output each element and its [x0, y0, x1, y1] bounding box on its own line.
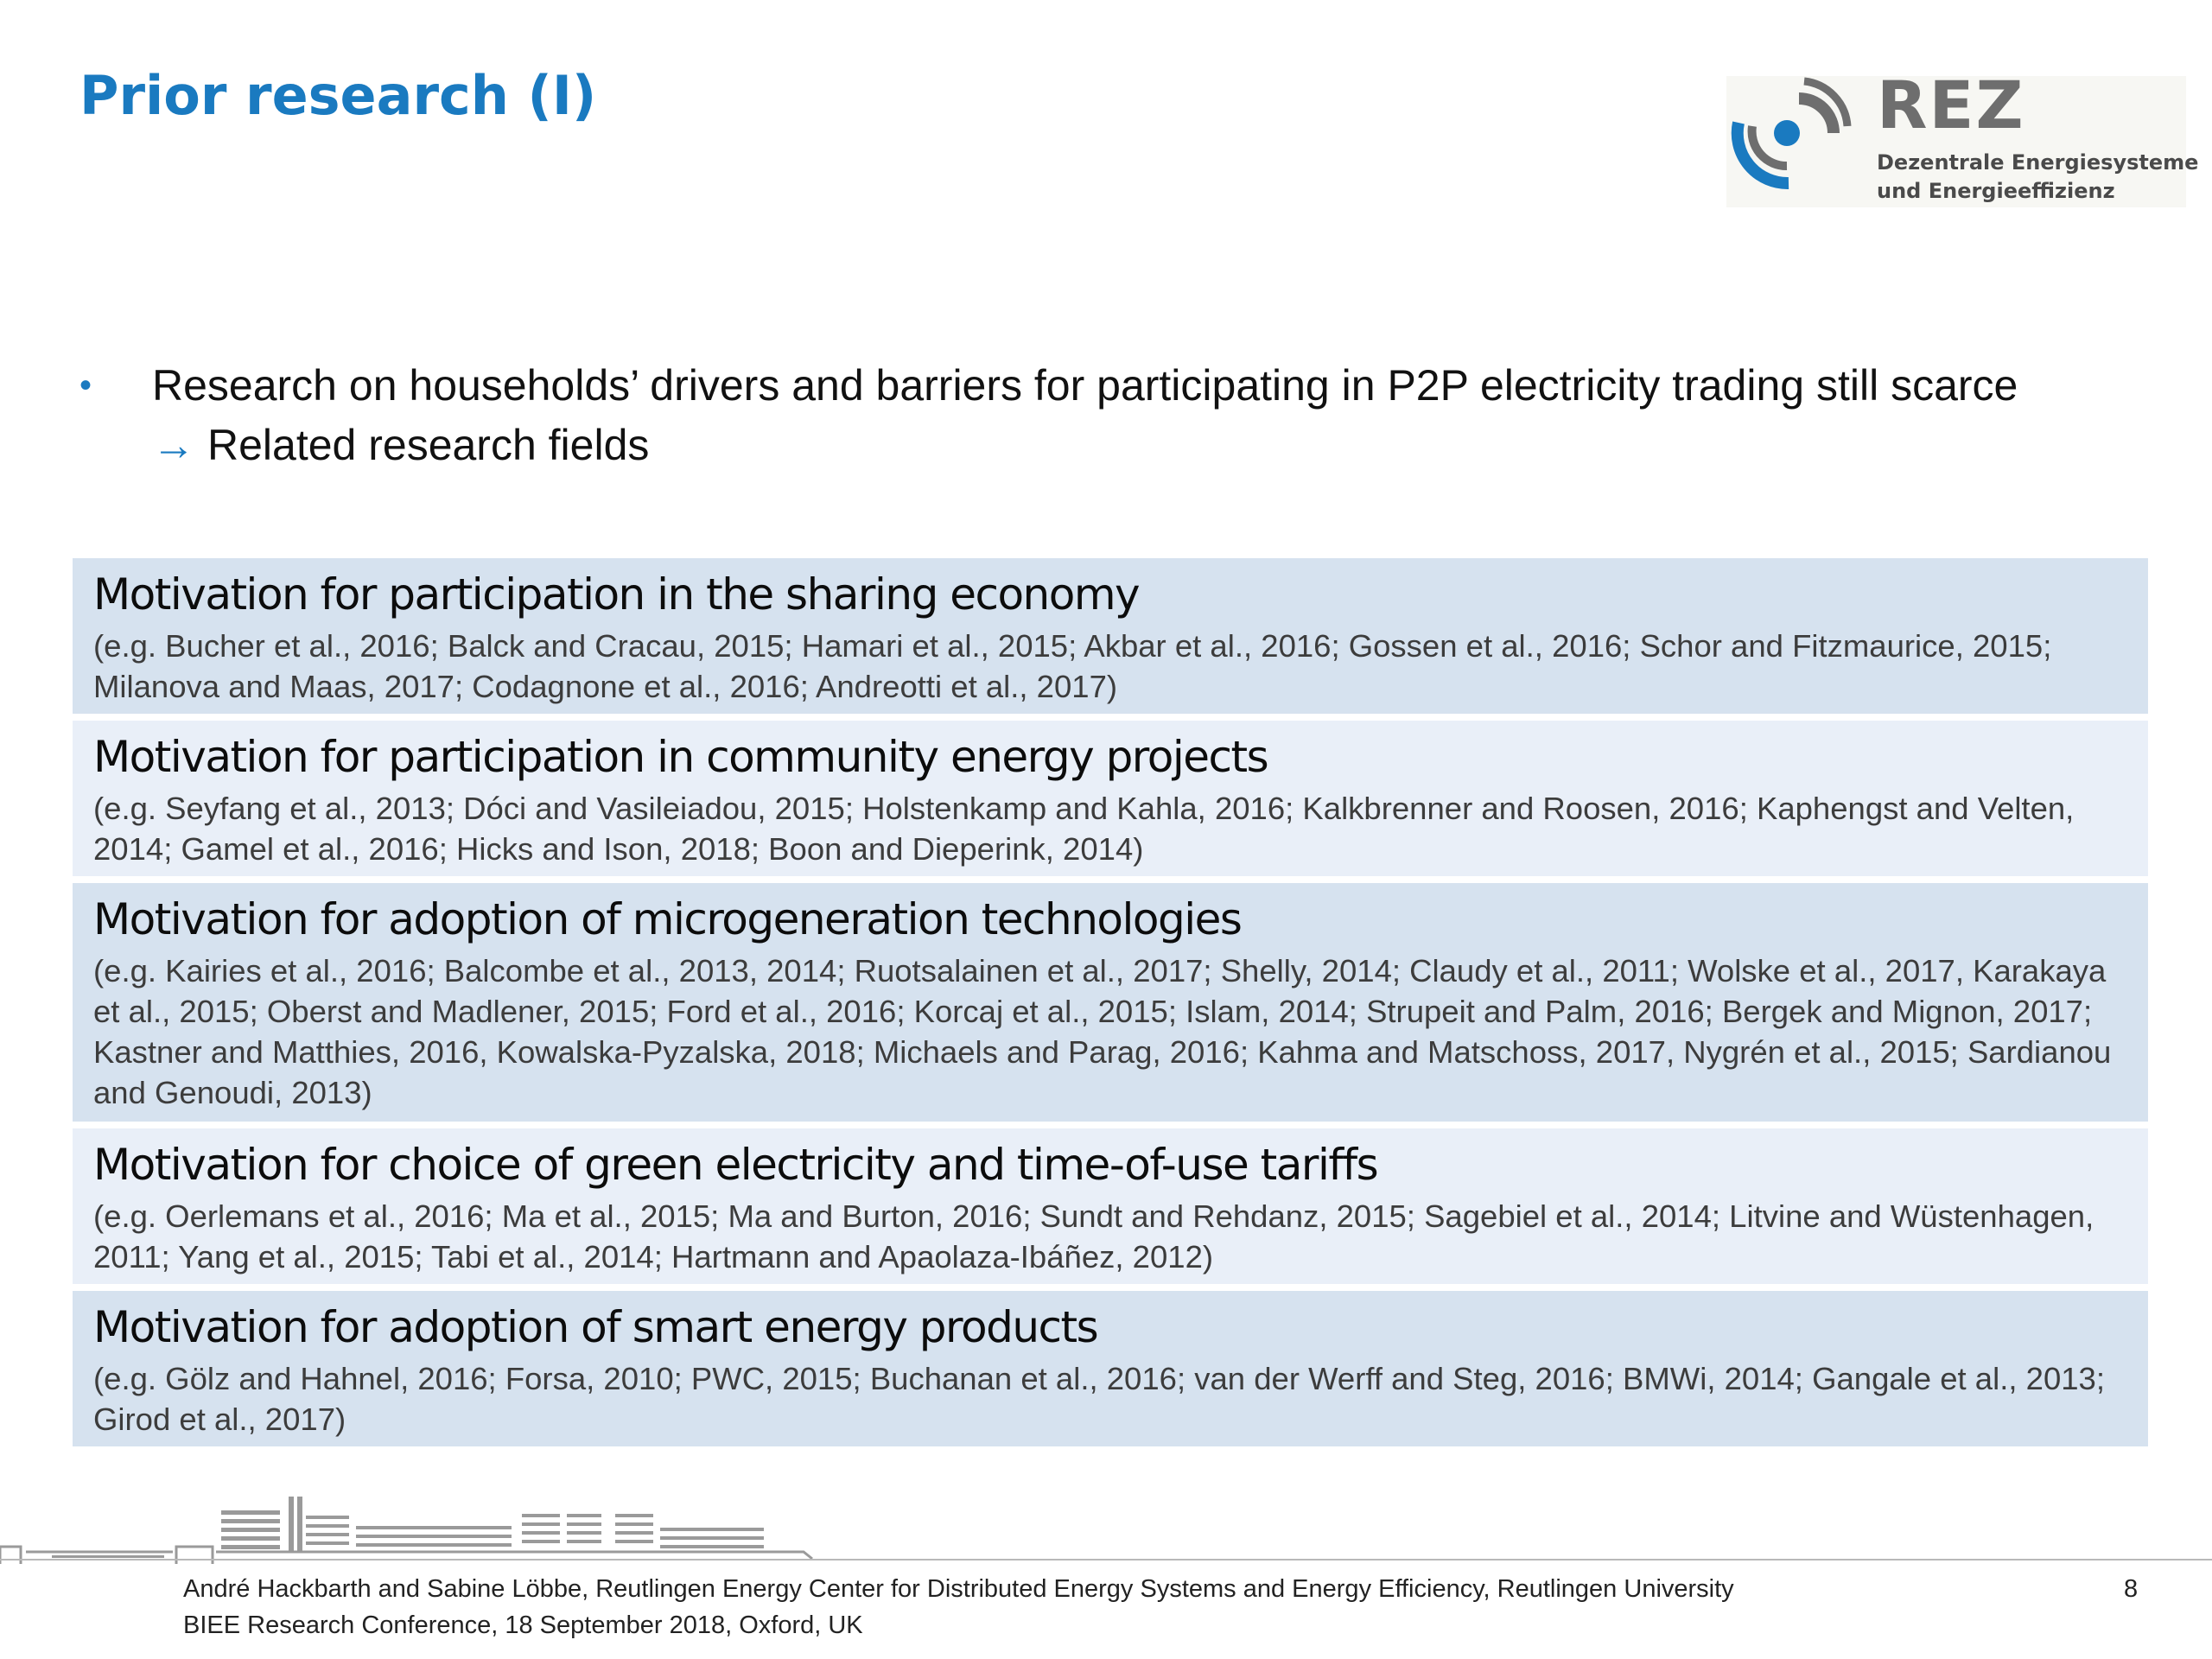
related-fields-line: [152, 416, 2153, 475]
field-references: (e.g. Kairies et al., 2016; Balcombe et al., 2013, 2014; Ruotsalainen et al., 2017; Shelly, 2014; Claudy et al., 2011; Wolske et al., 2017, Karakaya et al., 2015; Oberst and Madlener, 2015; Ford et al., 2016; Korcaj et al., 2015; Islam, 2014; Strupeit and Palm, 2016; Bergek and Mignon, 2017; Kastner and Matthies, 2016, Kowalska-Pyzalska, 2018; Michaels and Parag, 2016; Kahma and Matschoss, 2017, Nygrén et al., 2015; Sardianou and Genoudi, 2013): [93, 953, 2112, 1110]
footer-divider: [0, 1559, 2212, 1560]
slide-title: Prior research (I): [79, 64, 597, 127]
logo-subtitle-line-2: und Energieeffizienz: [1877, 179, 2115, 203]
logo-wordmark: REZ: [1877, 67, 2025, 143]
bullet-text: Research on households’ drivers and barriers for participating in P2P electricity trading still scarce: [152, 361, 2018, 410]
field-references: (e.g. Seyfang et al., 2013; Dóci and Vasileiadou, 2015; Holstenkamp and Kahla, 2016; Kalkbrenner and Roosen, 2016; Kaphengst and Velten, 2014; Gamel et al., 2016; Hicks and Ison, 2018; Boon and Dieperink, 2014): [93, 791, 2075, 867]
field-title: Motivation for participation in the sharing economy: [93, 569, 1140, 620]
field-box-microgeneration: [73, 883, 2148, 1122]
logo-subtitle: [1877, 149, 2198, 206]
bullet-dot-icon: •: [79, 366, 92, 404]
field-references: (e.g. Oerlemans et al., 2016; Ma et al., 2015; Ma and Burton, 2016; Sundt and Rehdanz, 2015; Sagebiel et al., 2014; Litvine and Wüstenhagen, 2011; Yang et al., 2015; Tabi et al., 2014; Hartmann and Apaolaza-Ibáñez, 2012): [93, 1198, 2094, 1274]
arrow-right-icon: →: [152, 421, 195, 469]
related-fields-label: Related research fields: [207, 421, 650, 469]
page-number: 8: [2124, 1575, 2139, 1603]
field-title: Motivation for choice of green electricity and time-of-use tariffs: [93, 1140, 1378, 1190]
field-references: (e.g. Gölz and Hahnel, 2016; Forsa, 2010; PWC, 2015; Buchanan et al., 2016; van der Werff and Steg, 2016; BMWi, 2014; Gangale et al., 2013; Girod et al., 2017): [93, 1361, 2105, 1437]
bullet-point: [79, 356, 2153, 475]
field-references: (e.g. Bucher et al., 2016; Balck and Cracau, 2015; Hamari et al., 2015; Akbar et al., 2016; Gossen et al., 2016; Schor and Fitzmaurice, 2015; Milanova and Maas, 2017; Codagnone et al., 2016; Andreotti et al., 2017): [93, 628, 2052, 704]
footer-credits: [183, 1571, 1734, 1643]
field-box-community-energy: [73, 721, 2148, 876]
field-title: Motivation for participation in community energy projects: [93, 732, 1268, 782]
rez-logo: [1726, 67, 2199, 207]
logo-subtitle-line-1: Dezentrale Energiesysteme: [1877, 150, 2199, 175]
field-title: Motivation for adoption of microgeneration technologies: [93, 894, 1242, 944]
campus-skyline-graphic: [0, 1495, 830, 1564]
field-title: Motivation for adoption of smart energy products: [93, 1302, 1098, 1352]
footer-line-2: BIEE Research Conference, 18 September 2018, Oxford, UK: [183, 1611, 863, 1639]
field-box-smart-energy: [73, 1291, 2148, 1446]
field-box-sharing-economy: [73, 558, 2148, 714]
field-box-green-electricity: [73, 1128, 2148, 1284]
footer-line-1: André Hackbarth and Sabine Löbbe, Reutlingen Energy Center for Distributed Energy Systems and Energy Efficiency, Reutlingen University: [183, 1575, 1734, 1603]
rez-wave-logo-icon: [1726, 76, 1877, 207]
